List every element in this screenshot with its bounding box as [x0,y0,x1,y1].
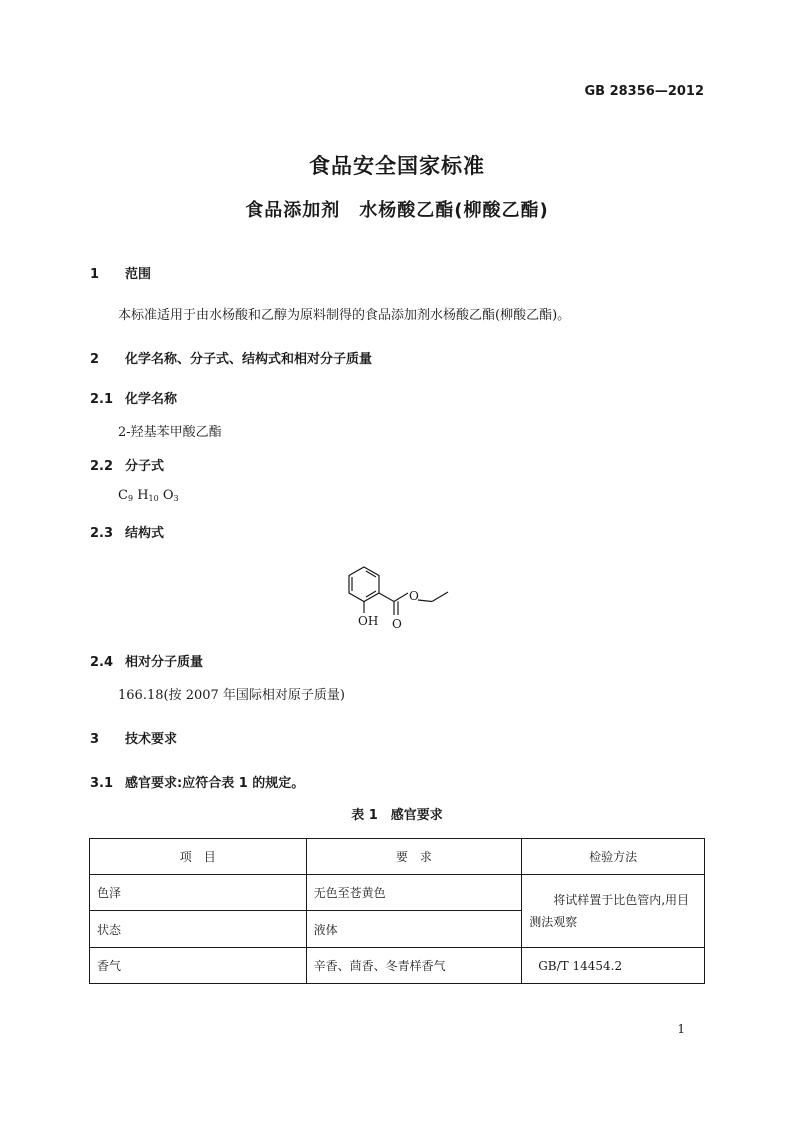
header-item: 项 目 [90,839,307,875]
section-number: 2.2 [90,459,114,474]
section-title: 结构式 [125,526,165,541]
section-number: 3 [90,732,100,747]
chemical-name: 2-羟基苯甲酸乙酯 [118,425,222,440]
cell-requirement: 无色至苍黄色 [306,875,522,911]
element-c: C [118,488,128,503]
section-title: 感官要求:应符合表 1 的规定。 [125,776,305,791]
element-o: O [162,488,174,503]
cell-requirement: 液体 [306,911,522,948]
table-row [90,875,705,911]
section-number: 2 [90,352,100,367]
cell-item: 色泽 [90,875,307,911]
ester-oxygen-label: O [409,589,419,603]
section-number: 3.1 [90,776,114,791]
section-title: 分子式 [125,459,165,474]
section-2-4-heading [90,651,203,670]
carbonyl-oxygen-label: O [392,617,402,631]
cell-item: 香气 [90,948,307,984]
molecular-formula [118,488,179,503]
section-1-text: 本标准适用于由水杨酸和乙醇为原料制得的食品添加剂水杨酸乙酯(柳酸乙酯)。 [118,308,571,323]
section-title: 相对分子质量 [125,655,204,670]
section-3-1-heading [90,772,304,791]
header-requirement: 要 求 [306,839,522,875]
table-caption: 表 1 感官要求 [351,808,443,823]
cell-item: 状态 [90,911,307,948]
cell-method-merged: 将试样置于比色管内,用目测法观察 [522,875,705,948]
section-2-2-heading [90,455,164,474]
hydroxyl-label: OH [358,614,379,628]
count-h: 10 [148,494,159,503]
benzene-ring [349,567,379,602]
count-o: 3 [173,494,179,503]
section-title: 化学名称 [125,392,178,407]
section-number: 2.4 [90,655,114,670]
cell-method: GB/T 14454.2 [522,948,705,984]
section-2-heading [90,348,372,367]
document-title: 食品安全国家标准 [309,154,485,178]
header-method: 检验方法 [522,839,705,875]
element-h: H [137,488,149,503]
section-number: 2.3 [90,526,114,541]
document-subtitle: 食品添加剂 水杨酸乙酯(柳酸乙酯) [245,200,549,221]
standard-number: GB 28356—2012 [584,84,704,99]
section-title: 技术要求 [125,732,178,747]
count-c: 9 [127,494,134,503]
table-row [90,948,705,984]
section-2-3-heading [90,522,164,541]
structural-formula [330,555,470,635]
section-number: 1 [90,267,100,282]
section-3-heading [90,728,177,747]
section-title: 化学名称、分子式、结构式和相对分子质量 [125,352,373,367]
page-number: 1 [677,1022,685,1036]
molecular-weight: 166.18(按 2007 年国际相对原子质量) [118,688,345,703]
section-number: 2.1 [90,392,114,407]
section-title: 范围 [125,267,152,282]
sensory-requirements-table [89,838,705,984]
cell-requirement: 辛香、茴香、冬青样香气 [306,948,522,984]
section-2-1-heading [90,388,177,407]
table-header-row [90,839,705,875]
section-1-heading [90,263,151,282]
ester-chain [364,592,448,615]
